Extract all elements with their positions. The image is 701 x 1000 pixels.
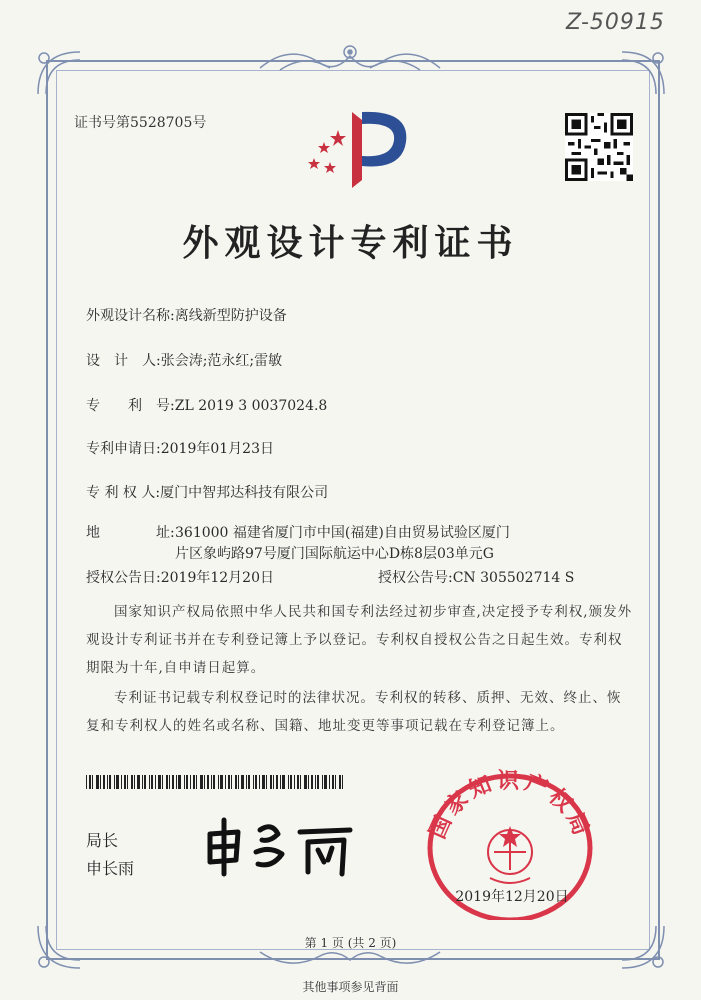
footer-note: 其他事项参见背面: [302, 980, 399, 994]
grant-number-value: CN 305502714 S: [452, 570, 575, 586]
legal-status-paragraph: 专利证书记载专利权登记时的法律状况。专利权的转移、质押、无效、终止、恢复和专利权人的姓名或名称、国籍、地址变更等事项记载在专利登记簿上。: [86, 690, 622, 734]
seal-date: 2019年12月20日: [455, 889, 569, 905]
design-name-label: 外观设计名称:: [86, 308, 175, 324]
grant-date-label: 授权公告日:: [86, 570, 161, 586]
grant-date-row: [86, 567, 274, 587]
director-signature-icon: [200, 812, 360, 882]
corner-ornament-top-left-icon: [30, 44, 90, 104]
design-name-value: 离线新型防护设备: [174, 308, 287, 324]
patent-number-label: 专 利 号:: [86, 398, 175, 414]
address-value-line1: 361000 福建省厦门市中国(福建)自由贸易试验区厦门: [175, 525, 510, 541]
designer-label: 设 计 人:: [86, 353, 161, 369]
filing-date-label: 专利申请日:: [86, 441, 161, 457]
address-value-line2: 片区象屿路97号厦门国际航运中心D栋8层03单元G: [175, 546, 494, 562]
cnipa-logo-icon: [300, 100, 410, 190]
patentee-row: [86, 482, 328, 502]
top-ornament-icon: [250, 38, 450, 80]
grant-statement-paragraph: 国家知识产权局依照中华人民共和国专利法经过初步审查,决定授予专利权,颁发外观设计专利证书并在专利登记簿上予以登记。专利权自授权公告之日起生效。专利权期限为十年,自申请日起算。: [86, 604, 633, 676]
designer-row: [86, 350, 282, 370]
handwritten-note: Z-50915: [566, 10, 665, 35]
qr-code-icon: [565, 113, 633, 181]
certificate-title: 外观设计专利证书: [182, 223, 519, 264]
corner-ornament-top-right-icon: [612, 44, 672, 104]
filing-date-row: [86, 438, 274, 458]
director-title: 局长: [86, 831, 119, 850]
patent-number-row: [86, 395, 327, 415]
designer-value: 张会涛;范永红;雷敏: [160, 353, 283, 369]
barcode-icon: [86, 775, 346, 789]
grant-number-row: [378, 567, 574, 587]
patentee-value: 厦门中智邦达科技有限公司: [160, 485, 329, 501]
page-number: 第 1 页 (共 2 页): [304, 936, 397, 950]
filing-date-value: 2019年01月23日: [160, 441, 274, 457]
grant-number-label: 授权公告号:: [378, 570, 453, 586]
certificate-number: 证书号第5528705号: [74, 115, 207, 131]
grant-date-value: 2019年12月20日: [160, 570, 274, 586]
design-name-row: [86, 305, 287, 325]
patentee-label: 专 利 权 人:: [86, 485, 161, 501]
seal-text: 国家知识产权局: [425, 769, 595, 843]
patent-number-value: ZL 2019 3 0037024.8: [174, 398, 328, 414]
address-label: 地 址:: [86, 525, 175, 541]
director-name: 申长雨: [86, 859, 135, 878]
